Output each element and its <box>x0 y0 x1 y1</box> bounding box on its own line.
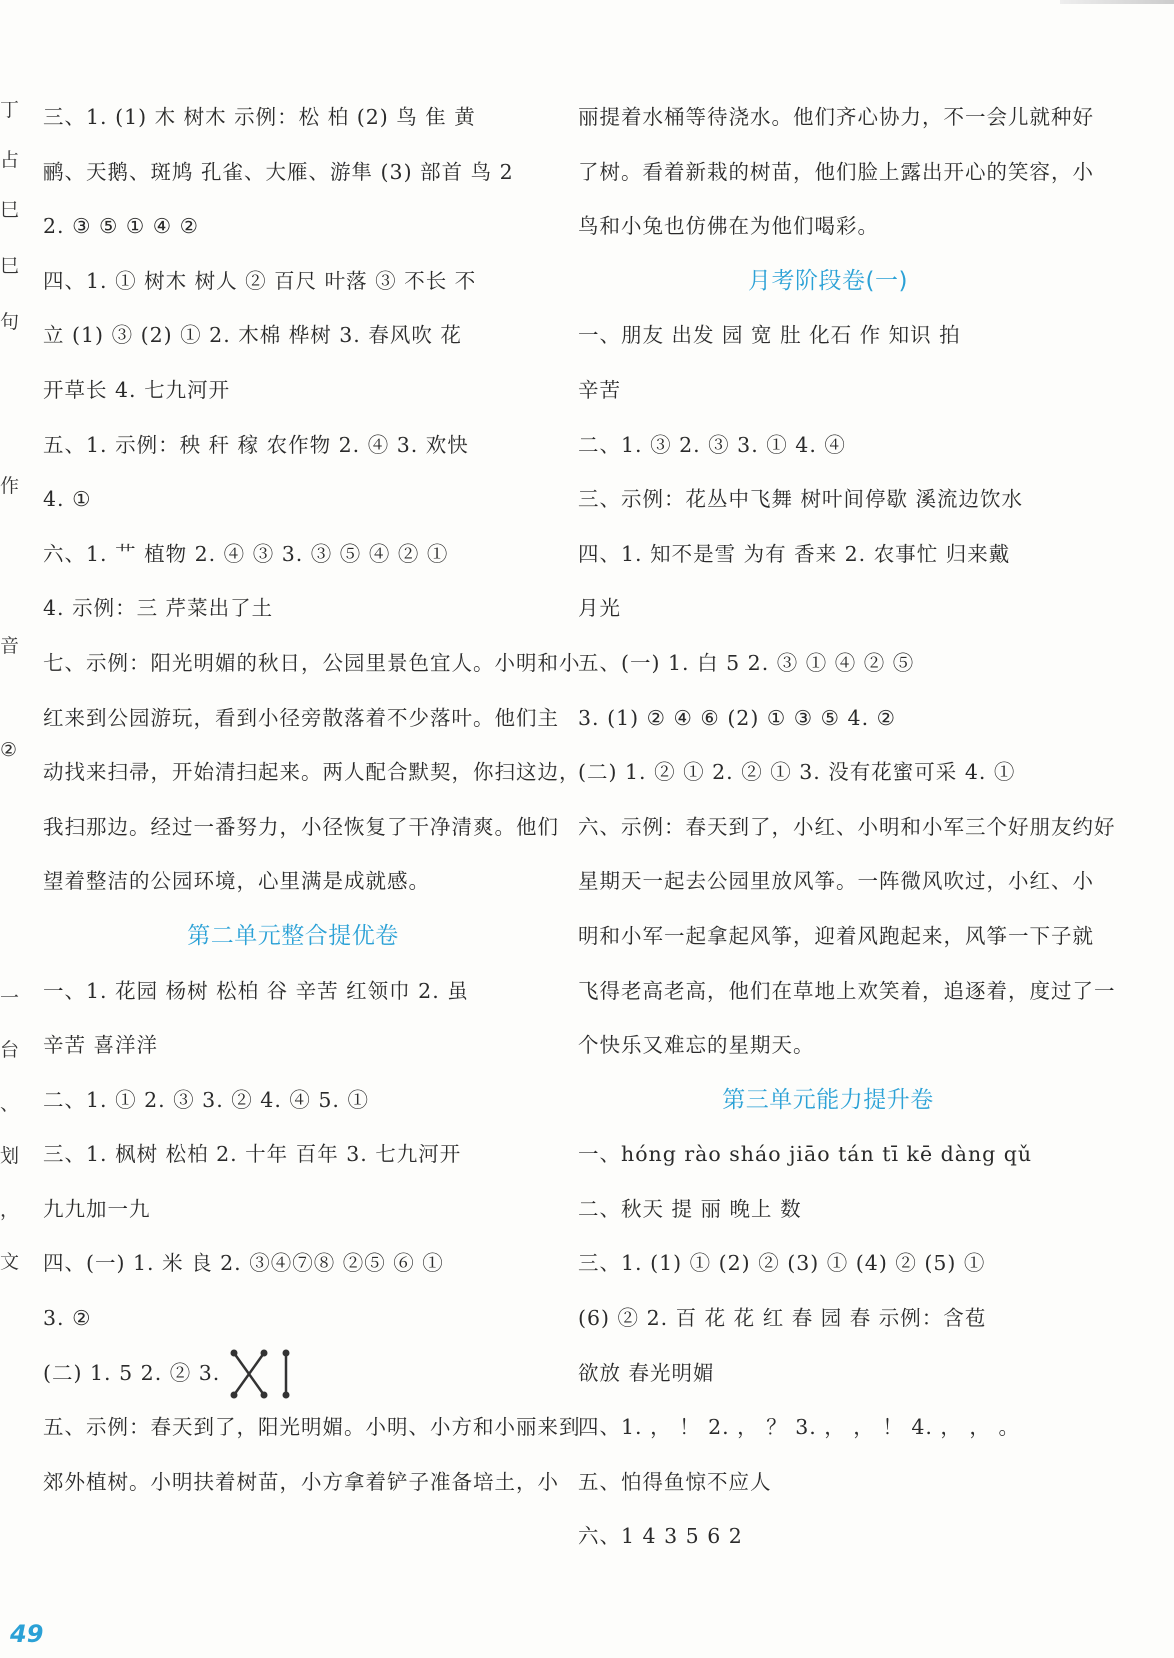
answer-line <box>578 199 1078 254</box>
edge-glyph: 句 <box>0 311 20 333</box>
answer-line <box>578 1291 1078 1346</box>
answer-line <box>43 1291 543 1346</box>
answer-line <box>43 90 543 145</box>
line-text: 鸟和小兔也仿佛在为他们喝彩。 <box>578 214 879 239</box>
line-text: 三、1. 枫树 松柏 2. 十年 百年 3. 七九河开 <box>43 1142 462 1167</box>
answer-line <box>43 199 543 254</box>
line-text: 第二单元整合提优卷 <box>187 922 399 949</box>
line-text: 四、1. ① 树木 树人 ② 百尺 叶落 ③ 不长 不 <box>43 268 477 293</box>
line-text: 九九加一九 <box>43 1196 151 1221</box>
line-text: 2. ③ ⑤ ① ④ ② <box>43 214 200 239</box>
line-text: 开草长 4. 七九河开 <box>43 377 231 402</box>
adjacent-page-edge <box>0 0 20 1658</box>
answer-line <box>43 800 559 855</box>
answer-line <box>43 527 543 582</box>
line-text: 三、1. (1) ① (2) ② (3) ① (4) ② (5) ① <box>578 1251 986 1276</box>
line-text: 六、示例：春天到了，小红、小明和小军三个好朋友约好 <box>578 814 1116 839</box>
line-text: 明和小军一起拿起风筝，迎着风跑起来，风筝一下子就 <box>578 923 1094 948</box>
answer-line <box>43 745 581 800</box>
line-text: 郊外植树。小明扶着树苗，小方拿着铲子准备培土，小 <box>43 1469 559 1494</box>
answer-line <box>578 418 1078 473</box>
edge-glyph: 巳 <box>0 255 20 277</box>
answer-line <box>578 1236 1078 1291</box>
answer-line <box>578 800 1116 855</box>
answer-line <box>43 1346 543 1401</box>
answer-line <box>43 581 543 636</box>
line-text: 三、示例：花丛中飞舞 树叶间停歇 溪流边饮水 <box>578 487 1024 512</box>
edge-glyph: 音 <box>0 635 20 657</box>
answer-line <box>43 854 543 909</box>
answer-line <box>578 363 1078 418</box>
answer-line <box>43 363 543 418</box>
line-text: 望着整洁的公园环境，心里满是成就感。 <box>43 869 430 894</box>
edge-glyph: 巳 <box>0 199 20 221</box>
line-text: 三、1. (1) 木 树木 示例：松 柏 (2) 鸟 隹 黄 <box>43 105 476 129</box>
line-text: 红来到公园游玩，看到小径旁散落着不少落叶。他们主 <box>43 705 559 730</box>
answer-line <box>578 90 1094 145</box>
matching-dot <box>261 1350 268 1357</box>
line-text: 我扫那边。经过一番努力，小径恢复了干净清爽。他们 <box>43 814 559 839</box>
line-text: (二) 1. ② ① 2. ② ① 3. 没有花蜜可采 4. ① <box>578 760 1016 785</box>
line-text: 一、朋友 出发 园 宽 肚 化石 作 知识 拍 <box>578 323 961 348</box>
answer-line <box>578 1127 1078 1182</box>
answer-line <box>578 472 1078 527</box>
matching-dot <box>231 1350 238 1357</box>
line-text: 二、1. ③ 2. ③ 3. ① 4. ④ <box>578 432 846 457</box>
line-text: 丽提着水桶等待浇水。他们齐心协力，不一会儿就种好 <box>578 105 1094 129</box>
line-text: 二、秋天 提 丽 晚上 数 <box>578 1196 802 1221</box>
line-text: 四、1. 知不是雪 为有 香来 2. 农事忙 归来戴 <box>578 541 1011 566</box>
answer-line <box>43 145 543 200</box>
line-text: 五、(一) 1. 白 5 2. ③ ① ④ ② ⑤ <box>578 650 915 675</box>
matching-dot <box>283 1350 290 1357</box>
answer-line <box>43 1455 559 1510</box>
answer-line <box>578 691 1078 746</box>
line-text: 五、1. 示例：秧 秆 稼 农作物 2. ④ 3. 欢快 <box>43 432 469 457</box>
edge-glyph: 文 <box>0 1251 20 1273</box>
answer-line <box>43 1127 543 1182</box>
line-text: 了树。看着新栽的树苗，他们脸上露出开心的笑容，小 <box>578 159 1094 184</box>
answer-line <box>578 1018 1078 1073</box>
line-text: 动找来扫帚，开始清扫起来。两人配合默契，你扫这边， <box>43 760 581 785</box>
line-text: 鹂、天鹅、斑鸠 孔雀、大雁、游隼 (3) 部首 鸟 2 <box>43 159 514 184</box>
right-column <box>578 90 1116 1564</box>
section-title <box>43 909 543 964</box>
scan-edge-mark <box>1060 0 1174 4</box>
line-text: 四、1. ， ！ 2. ， ？ 3. ， ， ！ 4. ， ， 。 <box>578 1415 1020 1440</box>
line-text: 3. ② <box>43 1306 92 1331</box>
line-text: 五、怕得鱼惊不应人 <box>578 1469 772 1494</box>
answer-line <box>43 1018 543 1073</box>
answer-line <box>578 854 1094 909</box>
line-text: 飞得老高老高，他们在草地上欢笑着，追逐着，度过了一 <box>578 978 1116 1003</box>
edge-glyph: 、 <box>0 1093 20 1115</box>
line-text: 辛苦 喜洋洋 <box>43 1033 159 1058</box>
answer-line <box>43 308 543 363</box>
line-text: 一、hóng rào sháo jiāo tán tī kē dàng qǔ <box>578 1142 1033 1167</box>
answer-line <box>43 418 543 473</box>
answer-line <box>578 1400 1078 1455</box>
matching-dot <box>283 1392 290 1399</box>
answer-line <box>43 1236 543 1291</box>
edge-glyph: 一 <box>0 987 20 1009</box>
answer-line <box>43 1182 543 1237</box>
answer-line <box>578 527 1078 582</box>
page-number: 49 <box>10 1620 44 1648</box>
line-text: 第三单元能力提升卷 <box>722 1086 934 1113</box>
line-text: 辛苦 <box>578 377 621 402</box>
answer-line <box>578 1182 1078 1237</box>
section-title <box>578 254 1078 309</box>
line-text: 4. 示例：三 芹菜出了土 <box>43 596 274 621</box>
line-text: 七、示例：阳光明媚的秋日，公园里景色宜人。小明和小 <box>43 650 581 675</box>
section-title <box>578 1073 1078 1128</box>
line-text: 3. (1) ② ④ ⑥ (2) ① ③ ⑤ 4. ② <box>578 705 897 730</box>
line-text: 4. ① <box>43 487 92 512</box>
answer-line <box>43 1400 581 1455</box>
matching-dot <box>261 1392 268 1399</box>
edge-glyph: ② <box>0 739 18 761</box>
left-column <box>43 90 581 1509</box>
answer-line <box>43 636 581 691</box>
answer-line <box>578 1455 1078 1510</box>
answer-line <box>43 1073 543 1128</box>
edge-glyph: ， <box>0 1199 20 1221</box>
answer-line <box>578 964 1116 1019</box>
matching-dot <box>231 1392 238 1399</box>
answer-line <box>578 145 1094 200</box>
line-text: 五、示例：春天到了，阳光明媚。小明、小方和小丽来到 <box>43 1415 581 1440</box>
edge-glyph: 作 <box>0 475 20 497</box>
line-text: 二、1. ① 2. ③ 3. ② 4. ④ 5. ① <box>43 1087 369 1112</box>
answer-line <box>578 308 1078 363</box>
line-text: 四、(一) 1. 米 良 2. ③④⑦⑧ ②⑤ ⑥ ① <box>43 1251 444 1276</box>
edge-glyph: 占 <box>0 149 20 171</box>
line-text: 月考阶段卷(一) <box>748 267 908 294</box>
line-text: 个快乐又难忘的星期天。 <box>578 1033 815 1058</box>
edge-glyph: 丁 <box>0 99 20 121</box>
answer-line <box>43 964 543 1019</box>
answer-line <box>578 745 1078 800</box>
answer-line <box>578 1509 1078 1564</box>
answer-line <box>43 254 543 309</box>
answer-line <box>578 581 1078 636</box>
line-text: 六、1. 艹 植物 2. ④ ③ 3. ③ ⑤ ④ ② ① <box>43 541 449 566</box>
line-text: 六、1 4 3 5 6 2 <box>578 1524 743 1549</box>
line-text: 欲放 春光明媚 <box>578 1360 715 1385</box>
line-text: 一、1. 花园 杨树 松柏 谷 辛苦 红领巾 2. 虽 <box>43 978 469 1003</box>
answer-line <box>578 1346 1078 1401</box>
line-text: 星期天一起去公园里放风筝。一阵微风吹过，小红、小 <box>578 869 1094 894</box>
line-text: 月光 <box>578 596 621 621</box>
answer-line <box>43 691 559 746</box>
line-text: (二) 1. 5 2. ② 3. <box>43 1360 221 1385</box>
matching-lines-diagram <box>226 1349 296 1399</box>
edge-glyph: 台 <box>0 1039 20 1061</box>
answer-line <box>43 472 543 527</box>
line-text: (6) ② 2. 百 花 花 红 春 园 春 示例：含苞 <box>578 1306 987 1331</box>
answer-line <box>578 909 1094 964</box>
edge-glyph: 划 <box>0 1145 20 1167</box>
answer-line <box>578 636 1078 691</box>
line-text: 立 (1) ③ (2) ① 2. 木棉 桦树 3. 春风吹 花 <box>43 323 462 348</box>
